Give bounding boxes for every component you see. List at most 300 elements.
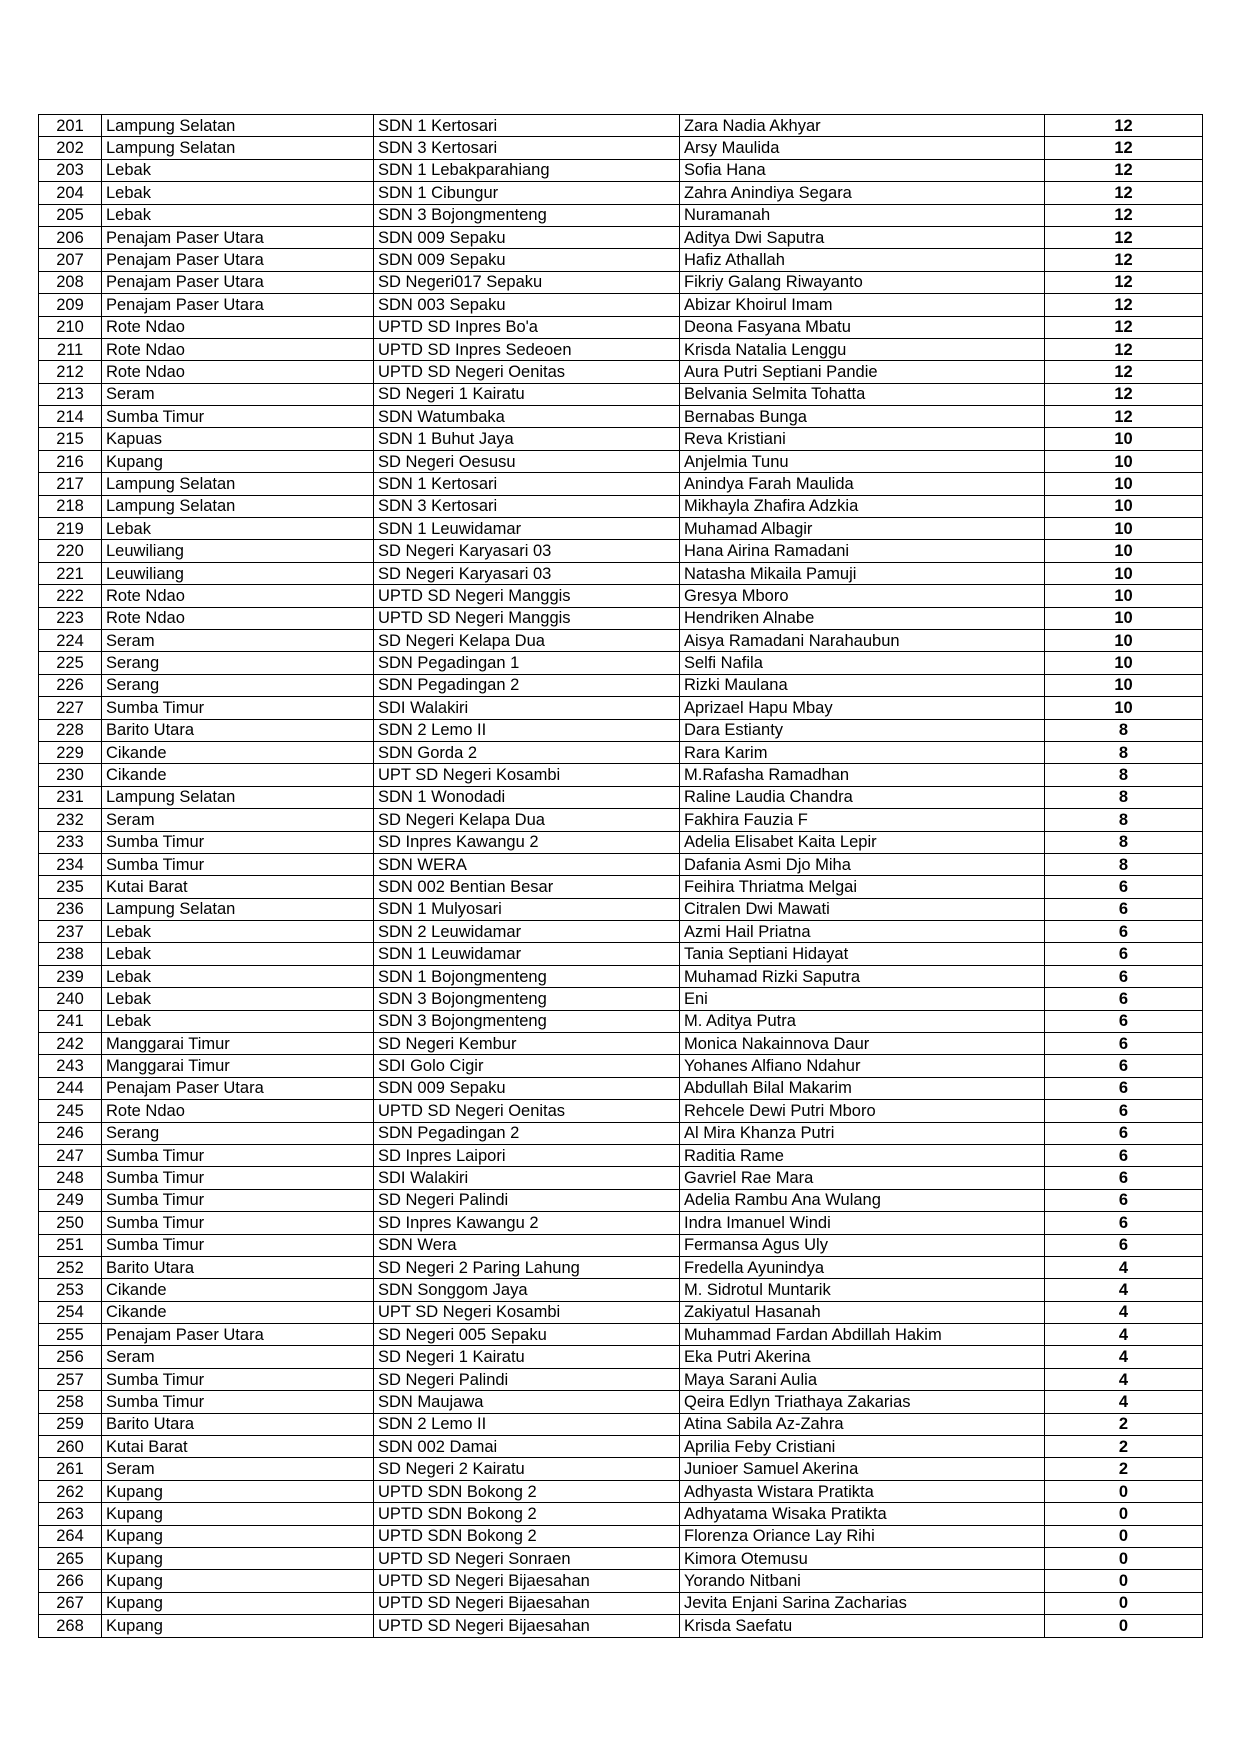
school-cell: SD Negeri 2 Kairatu (374, 1458, 680, 1480)
school-cell: UPTD SD Negeri Bijaesahan (374, 1570, 680, 1592)
region-cell: Lebak (102, 518, 374, 540)
school-cell: SDN Maujawa (374, 1391, 680, 1413)
row-number-cell: 240 (39, 988, 102, 1010)
row-number-cell: 238 (39, 943, 102, 965)
school-cell: SDN 3 Bojongmenteng (374, 204, 680, 226)
row-number-cell: 204 (39, 182, 102, 204)
student-name-cell: Florenza Oriance Lay Rihi (680, 1525, 1045, 1547)
row-number-cell: 222 (39, 585, 102, 607)
table-row (39, 1615, 1203, 1637)
table-row (39, 719, 1203, 741)
region-cell: Sumba Timur (102, 406, 374, 428)
score-cell: 10 (1045, 495, 1203, 517)
region-cell: Barito Utara (102, 1413, 374, 1435)
score-cell: 10 (1045, 428, 1203, 450)
table-row (39, 1480, 1203, 1502)
table-row (39, 1548, 1203, 1570)
student-name-cell: Junioer Samuel Akerina (680, 1458, 1045, 1480)
region-cell: Rote Ndao (102, 1100, 374, 1122)
student-name-cell: Fredella Ayunindya (680, 1256, 1045, 1278)
student-name-cell: Abizar Khoirul Imam (680, 294, 1045, 316)
school-cell: UPTD SDN Bokong 2 (374, 1480, 680, 1502)
table-row (39, 1010, 1203, 1032)
row-number-cell: 241 (39, 1010, 102, 1032)
row-number-cell: 253 (39, 1279, 102, 1301)
region-cell: Kupang (102, 1615, 374, 1637)
table-row (39, 1256, 1203, 1278)
school-cell: SD Negeri Kelapa Dua (374, 629, 680, 651)
region-cell: Sumba Timur (102, 1144, 374, 1166)
student-name-cell: Jevita Enjani Sarina Zacharias (680, 1592, 1045, 1614)
student-name-cell: Dafania Asmi Djo Miha (680, 853, 1045, 875)
table-row (39, 898, 1203, 920)
student-name-cell: Adhyasta Wistara Pratikta (680, 1480, 1045, 1502)
table-row (39, 1458, 1203, 1480)
row-number-cell: 223 (39, 607, 102, 629)
row-number-cell: 208 (39, 271, 102, 293)
table-row (39, 585, 1203, 607)
region-cell: Kupang (102, 1503, 374, 1525)
student-name-cell: Sofia Hana (680, 159, 1045, 181)
region-cell: Sumba Timur (102, 1391, 374, 1413)
row-number-cell: 260 (39, 1436, 102, 1458)
student-name-cell: M. Aditya Putra (680, 1010, 1045, 1032)
school-cell: SDN 1 Mulyosari (374, 898, 680, 920)
student-name-cell: Qeira Edlyn Triathaya Zakarias (680, 1391, 1045, 1413)
school-cell: SDN 2 Lemo II (374, 1413, 680, 1435)
score-cell: 0 (1045, 1503, 1203, 1525)
school-cell: SDN 3 Bojongmenteng (374, 1010, 680, 1032)
row-number-cell: 257 (39, 1368, 102, 1390)
row-number-cell: 226 (39, 674, 102, 696)
score-cell: 6 (1045, 1033, 1203, 1055)
region-cell: Rote Ndao (102, 585, 374, 607)
school-cell: SDN 002 Bentian Besar (374, 876, 680, 898)
region-cell: Barito Utara (102, 719, 374, 741)
table-row (39, 406, 1203, 428)
school-cell: SD Inpres Kawangu 2 (374, 1212, 680, 1234)
score-cell: 6 (1045, 876, 1203, 898)
student-name-cell: Arsy Maulida (680, 137, 1045, 159)
row-number-cell: 212 (39, 361, 102, 383)
score-cell: 6 (1045, 1010, 1203, 1032)
row-number-cell: 209 (39, 294, 102, 316)
score-cell: 12 (1045, 316, 1203, 338)
row-number-cell: 211 (39, 338, 102, 360)
school-cell: SDN 3 Kertosari (374, 495, 680, 517)
school-cell: SD Negeri Kembur (374, 1033, 680, 1055)
region-cell: Penajam Paser Utara (102, 1324, 374, 1346)
school-cell: SDN WERA (374, 853, 680, 875)
row-number-cell: 229 (39, 741, 102, 763)
region-cell: Serang (102, 674, 374, 696)
school-cell: SD Negeri Karyasari 03 (374, 540, 680, 562)
score-cell: 12 (1045, 137, 1203, 159)
table-row (39, 1592, 1203, 1614)
region-cell: Lampung Selatan (102, 898, 374, 920)
student-name-cell: Rara Karim (680, 741, 1045, 763)
student-name-cell: Fermansa Agus Uly (680, 1234, 1045, 1256)
score-cell: 6 (1045, 1122, 1203, 1144)
row-number-cell: 265 (39, 1548, 102, 1570)
school-cell: SDN 1 Buhut Jaya (374, 428, 680, 450)
table-row (39, 1301, 1203, 1323)
score-cell: 12 (1045, 338, 1203, 360)
score-cell: 0 (1045, 1548, 1203, 1570)
row-number-cell: 221 (39, 562, 102, 584)
student-name-cell: Hana Airina Ramadani (680, 540, 1045, 562)
score-cell: 6 (1045, 1144, 1203, 1166)
student-name-cell: Aprizael Hapu Mbay (680, 697, 1045, 719)
score-cell: 4 (1045, 1346, 1203, 1368)
student-name-cell: Zahra Anindiya Segara (680, 182, 1045, 204)
table-row (39, 540, 1203, 562)
student-name-cell: Anindya Farah Maulida (680, 473, 1045, 495)
region-cell: Seram (102, 809, 374, 831)
table-row (39, 159, 1203, 181)
region-cell: Lampung Selatan (102, 137, 374, 159)
region-cell: Serang (102, 652, 374, 674)
row-number-cell: 237 (39, 921, 102, 943)
student-name-cell: Adelia Elisabet Kaita Lepir (680, 831, 1045, 853)
row-number-cell: 220 (39, 540, 102, 562)
row-number-cell: 216 (39, 450, 102, 472)
score-cell: 12 (1045, 226, 1203, 248)
school-cell: SDN 3 Kertosari (374, 137, 680, 159)
region-cell: Cikande (102, 1301, 374, 1323)
table-row (39, 518, 1203, 540)
school-cell: UPT SD Negeri Kosambi (374, 1301, 680, 1323)
student-name-cell: Muhamad Albagir (680, 518, 1045, 540)
row-number-cell: 259 (39, 1413, 102, 1435)
table-row (39, 1055, 1203, 1077)
table-row (39, 652, 1203, 674)
table-row (39, 674, 1203, 696)
region-cell: Kapuas (102, 428, 374, 450)
school-cell: SD Negeri Kelapa Dua (374, 809, 680, 831)
region-cell: Seram (102, 1346, 374, 1368)
region-cell: Kupang (102, 1525, 374, 1547)
score-cell: 8 (1045, 719, 1203, 741)
student-name-cell: Aura Putri Septiani Pandie (680, 361, 1045, 383)
school-cell: SDN 009 Sepaku (374, 226, 680, 248)
table-row (39, 988, 1203, 1010)
student-name-cell: Yorando Nitbani (680, 1570, 1045, 1592)
score-cell: 10 (1045, 652, 1203, 674)
table-row (39, 1234, 1203, 1256)
table-row (39, 831, 1203, 853)
school-cell: SD Negeri 005 Sepaku (374, 1324, 680, 1346)
score-cell: 2 (1045, 1458, 1203, 1480)
region-cell: Sumba Timur (102, 1212, 374, 1234)
student-name-cell: Dara Estianty (680, 719, 1045, 741)
score-cell: 8 (1045, 764, 1203, 786)
region-cell: Sumba Timur (102, 1167, 374, 1189)
region-cell: Penajam Paser Utara (102, 294, 374, 316)
table-row (39, 1033, 1203, 1055)
row-number-cell: 203 (39, 159, 102, 181)
table-row (39, 1503, 1203, 1525)
results-table-container (38, 114, 1202, 1638)
table-row (39, 965, 1203, 987)
score-cell: 12 (1045, 383, 1203, 405)
student-name-cell: Krisda Natalia Lenggu (680, 338, 1045, 360)
student-name-cell: Anjelmia Tunu (680, 450, 1045, 472)
student-name-cell: Raline Laudia Chandra (680, 786, 1045, 808)
row-number-cell: 227 (39, 697, 102, 719)
student-name-cell: Rehcele Dewi Putri Mboro (680, 1100, 1045, 1122)
region-cell: Lampung Selatan (102, 495, 374, 517)
table-row (39, 383, 1203, 405)
table-row (39, 1144, 1203, 1166)
table-row (39, 495, 1203, 517)
student-name-cell: Nuramanah (680, 204, 1045, 226)
table-row (39, 1122, 1203, 1144)
table-row (39, 226, 1203, 248)
school-cell: UPTD SD Inpres Bo'a (374, 316, 680, 338)
student-name-cell: Kimora Otemusu (680, 1548, 1045, 1570)
table-row (39, 809, 1203, 831)
table-row (39, 1100, 1203, 1122)
region-cell: Seram (102, 629, 374, 651)
row-number-cell: 267 (39, 1592, 102, 1614)
region-cell: Sumba Timur (102, 1368, 374, 1390)
row-number-cell: 233 (39, 831, 102, 853)
student-name-cell: Deona Fasyana Mbatu (680, 316, 1045, 338)
student-name-cell: Eka Putri Akerina (680, 1346, 1045, 1368)
table-row (39, 271, 1203, 293)
row-number-cell: 206 (39, 226, 102, 248)
region-cell: Lebak (102, 965, 374, 987)
table-row (39, 450, 1203, 472)
student-name-cell: Raditia Rame (680, 1144, 1045, 1166)
student-name-cell: Al Mira Khanza Putri (680, 1122, 1045, 1144)
table-row (39, 697, 1203, 719)
score-cell: 6 (1045, 1234, 1203, 1256)
results-table (38, 114, 1203, 1638)
region-cell: Kupang (102, 1480, 374, 1502)
row-number-cell: 230 (39, 764, 102, 786)
row-number-cell: 262 (39, 1480, 102, 1502)
school-cell: SDN 2 Lemo II (374, 719, 680, 741)
student-name-cell: Adhyatama Wisaka Pratikta (680, 1503, 1045, 1525)
school-cell: SDN Wera (374, 1234, 680, 1256)
region-cell: Barito Utara (102, 1256, 374, 1278)
score-cell: 12 (1045, 182, 1203, 204)
row-number-cell: 261 (39, 1458, 102, 1480)
student-name-cell: Belvania Selmita Tohatta (680, 383, 1045, 405)
row-number-cell: 214 (39, 406, 102, 428)
student-name-cell: Gresya Mboro (680, 585, 1045, 607)
region-cell: Lebak (102, 988, 374, 1010)
school-cell: SDN 1 Leuwidamar (374, 518, 680, 540)
row-number-cell: 248 (39, 1167, 102, 1189)
row-number-cell: 251 (39, 1234, 102, 1256)
score-cell: 8 (1045, 786, 1203, 808)
score-cell: 12 (1045, 361, 1203, 383)
student-name-cell: Bernabas Bunga (680, 406, 1045, 428)
school-cell: SDI Walakiri (374, 697, 680, 719)
score-cell: 0 (1045, 1480, 1203, 1502)
row-number-cell: 207 (39, 249, 102, 271)
score-cell: 12 (1045, 204, 1203, 226)
table-row (39, 204, 1203, 226)
score-cell: 6 (1045, 921, 1203, 943)
student-name-cell: Hendriken Alnabe (680, 607, 1045, 629)
row-number-cell: 236 (39, 898, 102, 920)
school-cell: SDN 1 Cibungur (374, 182, 680, 204)
region-cell: Leuwiliang (102, 540, 374, 562)
score-cell: 4 (1045, 1256, 1203, 1278)
row-number-cell: 256 (39, 1346, 102, 1368)
table-row (39, 921, 1203, 943)
school-cell: UPTD SD Negeri Bijaesahan (374, 1615, 680, 1637)
region-cell: Kupang (102, 1570, 374, 1592)
table-row (39, 853, 1203, 875)
region-cell: Penajam Paser Utara (102, 249, 374, 271)
school-cell: UPTD SD Negeri Oenitas (374, 1100, 680, 1122)
score-cell: 10 (1045, 607, 1203, 629)
score-cell: 10 (1045, 540, 1203, 562)
region-cell: Leuwiliang (102, 562, 374, 584)
school-cell: SD Negeri Karyasari 03 (374, 562, 680, 584)
region-cell: Serang (102, 1122, 374, 1144)
school-cell: SDN 1 Kertosari (374, 473, 680, 495)
table-row (39, 1077, 1203, 1099)
student-name-cell: Fikriy Galang Riwayanto (680, 271, 1045, 293)
student-name-cell: Abdullah Bilal Makarim (680, 1077, 1045, 1099)
score-cell: 12 (1045, 159, 1203, 181)
row-number-cell: 201 (39, 115, 102, 137)
row-number-cell: 268 (39, 1615, 102, 1637)
row-number-cell: 210 (39, 316, 102, 338)
table-row (39, 249, 1203, 271)
region-cell: Sumba Timur (102, 697, 374, 719)
score-cell: 6 (1045, 898, 1203, 920)
student-name-cell: Muhamad Rizki Saputra (680, 965, 1045, 987)
row-number-cell: 264 (39, 1525, 102, 1547)
row-number-cell: 255 (39, 1324, 102, 1346)
school-cell: UPTD SDN Bokong 2 (374, 1503, 680, 1525)
school-cell: SD Negeri 1 Kairatu (374, 383, 680, 405)
row-number-cell: 239 (39, 965, 102, 987)
score-cell: 10 (1045, 629, 1203, 651)
table-row (39, 1525, 1203, 1547)
region-cell: Seram (102, 1458, 374, 1480)
row-number-cell: 225 (39, 652, 102, 674)
student-name-cell: Rizki Maulana (680, 674, 1045, 696)
school-cell: SDN 1 Kertosari (374, 115, 680, 137)
student-name-cell: Krisda Saefatu (680, 1615, 1045, 1637)
row-number-cell: 247 (39, 1144, 102, 1166)
student-name-cell: M.Rafasha Ramadhan (680, 764, 1045, 786)
student-name-cell: Citralen Dwi Mawati (680, 898, 1045, 920)
row-number-cell: 213 (39, 383, 102, 405)
table-row (39, 741, 1203, 763)
score-cell: 4 (1045, 1368, 1203, 1390)
row-number-cell: 245 (39, 1100, 102, 1122)
region-cell: Cikande (102, 741, 374, 763)
school-cell: SDN 3 Bojongmenteng (374, 988, 680, 1010)
student-name-cell: Mikhayla Zhafira Adzkia (680, 495, 1045, 517)
region-cell: Kutai Barat (102, 1436, 374, 1458)
row-number-cell: 231 (39, 786, 102, 808)
table-row (39, 294, 1203, 316)
student-name-cell: Eni (680, 988, 1045, 1010)
table-row (39, 1436, 1203, 1458)
school-cell: SDN Pegadingan 1 (374, 652, 680, 674)
score-cell: 12 (1045, 115, 1203, 137)
region-cell: Lebak (102, 159, 374, 181)
school-cell: UPTD SD Inpres Sedeoen (374, 338, 680, 360)
score-cell: 0 (1045, 1570, 1203, 1592)
row-number-cell: 218 (39, 495, 102, 517)
student-name-cell: Natasha Mikaila Pamuji (680, 562, 1045, 584)
school-cell: SDN Songgom Jaya (374, 1279, 680, 1301)
row-number-cell: 252 (39, 1256, 102, 1278)
row-number-cell: 205 (39, 204, 102, 226)
school-cell: UPTD SDN Bokong 2 (374, 1525, 680, 1547)
student-name-cell: Azmi Hail Priatna (680, 921, 1045, 943)
score-cell: 10 (1045, 518, 1203, 540)
row-number-cell: 234 (39, 853, 102, 875)
region-cell: Rote Ndao (102, 316, 374, 338)
score-cell: 6 (1045, 943, 1203, 965)
region-cell: Penajam Paser Utara (102, 226, 374, 248)
table-row (39, 1212, 1203, 1234)
table-row (39, 764, 1203, 786)
region-cell: Kupang (102, 1592, 374, 1614)
table-row (39, 1167, 1203, 1189)
school-cell: SDN 009 Sepaku (374, 1077, 680, 1099)
table-row (39, 876, 1203, 898)
score-cell: 10 (1045, 450, 1203, 472)
school-cell: UPTD SD Negeri Bijaesahan (374, 1592, 680, 1614)
table-row (39, 428, 1203, 450)
row-number-cell: 243 (39, 1055, 102, 1077)
region-cell: Penajam Paser Utara (102, 1077, 374, 1099)
region-cell: Lebak (102, 943, 374, 965)
score-cell: 12 (1045, 406, 1203, 428)
student-name-cell: Aprilia Feby Cristiani (680, 1436, 1045, 1458)
score-cell: 12 (1045, 294, 1203, 316)
row-number-cell: 219 (39, 518, 102, 540)
table-row (39, 1368, 1203, 1390)
student-name-cell: Hafiz Athallah (680, 249, 1045, 271)
school-cell: SDN Watumbaka (374, 406, 680, 428)
school-cell: SDN 1 Wonodadi (374, 786, 680, 808)
score-cell: 6 (1045, 988, 1203, 1010)
table-row (39, 943, 1203, 965)
student-name-cell: Zakiyatul Hasanah (680, 1301, 1045, 1323)
row-number-cell: 246 (39, 1122, 102, 1144)
school-cell: SDN 009 Sepaku (374, 249, 680, 271)
school-cell: SD Negeri017 Sepaku (374, 271, 680, 293)
region-cell: Kupang (102, 1548, 374, 1570)
school-cell: SDN 1 Lebakparahiang (374, 159, 680, 181)
table-row (39, 1279, 1203, 1301)
row-number-cell: 242 (39, 1033, 102, 1055)
table-row (39, 115, 1203, 137)
score-cell: 0 (1045, 1592, 1203, 1614)
row-number-cell: 235 (39, 876, 102, 898)
region-cell: Sumba Timur (102, 1234, 374, 1256)
score-cell: 4 (1045, 1301, 1203, 1323)
student-name-cell: Selfi Nafila (680, 652, 1045, 674)
student-name-cell: Muhammad Fardan Abdillah Hakim (680, 1324, 1045, 1346)
region-cell: Penajam Paser Utara (102, 271, 374, 293)
region-cell: Kutai Barat (102, 876, 374, 898)
